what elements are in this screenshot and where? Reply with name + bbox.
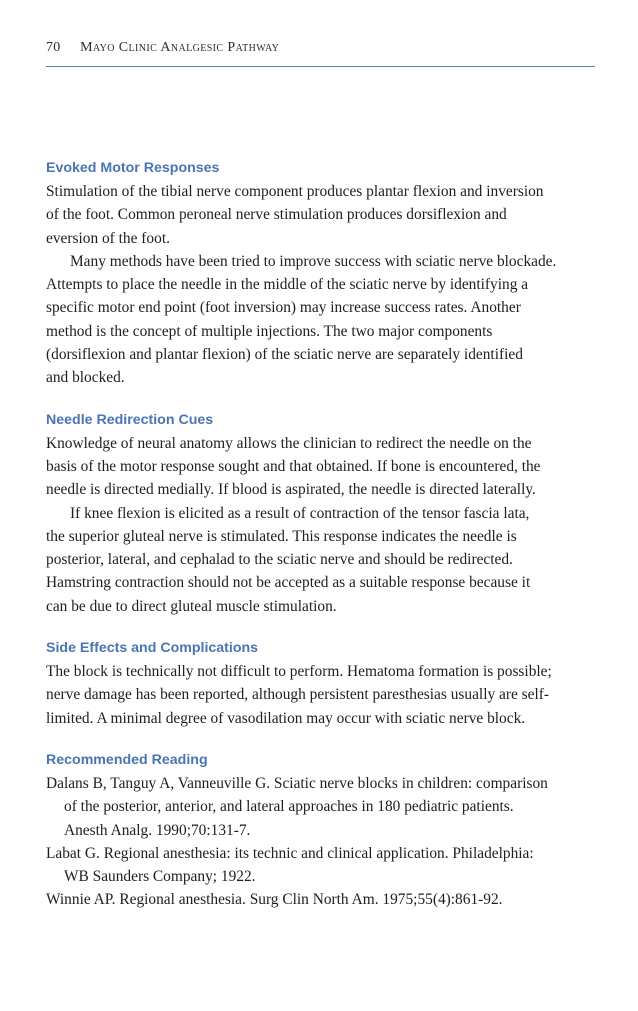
text-line: Anesth Analg. 1990;70:131-7. bbox=[64, 821, 251, 839]
paragraph bbox=[46, 250, 595, 390]
section-heading: Side Effects and Complications bbox=[46, 640, 259, 657]
section-heading: Recommended Reading bbox=[46, 751, 208, 768]
text-line: basis of the motor response sought and that obtained. If bone is encountered, the bbox=[46, 457, 541, 475]
text-line: limited. A minimal degree of vasodilation may occur with sciatic nerve block. bbox=[46, 709, 526, 727]
section-evoked-motor-responses bbox=[46, 157, 595, 390]
section-side-effects bbox=[46, 637, 595, 730]
paragraph bbox=[46, 660, 595, 730]
reference-item bbox=[46, 842, 595, 889]
text-line: nerve damage has been reported, although persistent paresthesias usually are self- bbox=[46, 686, 549, 704]
text-line: WB Saunders Company; 1922. bbox=[64, 868, 256, 886]
section-recommended-reading bbox=[46, 749, 595, 912]
text-line: Knowledge of neural anatomy allows the clinician to redirect the needle on the bbox=[46, 434, 532, 452]
text-line: can be due to direct gluteal muscle stimulation. bbox=[46, 597, 337, 615]
text-line: The block is technically not difficult to perform. Hematoma formation is possible; bbox=[46, 663, 552, 681]
text-line: of the posterior, anterior, and lateral approaches in 180 pediatric patients. bbox=[64, 798, 514, 816]
page-body bbox=[46, 157, 595, 931]
text-line: and blocked. bbox=[46, 369, 125, 387]
text-line: eversion of the foot. bbox=[46, 229, 170, 247]
text-line: specific motor end point (foot inversion) may increase success rates. Another bbox=[46, 299, 521, 317]
header-rule bbox=[46, 66, 595, 67]
text-line: the superior gluteal nerve is stimulated. This response indicates the needle is bbox=[46, 527, 517, 545]
paragraph bbox=[46, 502, 595, 618]
text-line: Dalans B, Tanguy A, Vanneuville G. Sciatic nerve blocks in children: comparison bbox=[46, 774, 548, 792]
text-line: Labat G. Regional anesthesia: its technic and clinical application. Philadelphia: bbox=[46, 844, 534, 862]
running-header bbox=[46, 40, 595, 56]
text-line: Many methods have been tried to improve success with sciatic nerve blockade. bbox=[70, 252, 557, 270]
text-line: Stimulation of the tibial nerve component produces plantar flexion and inversion bbox=[46, 183, 544, 200]
text-line: If knee flexion is elicited as a result of contraction of the tensor fascia lata, bbox=[70, 504, 530, 522]
text-line: Winnie AP. Regional anesthesia. Surg Clin North Am. 1975;55(4):861-92. bbox=[46, 891, 503, 909]
text-line: of the foot. Common peroneal nerve stimulation produces dorsiflexion and bbox=[46, 206, 507, 224]
page-number: 70 bbox=[46, 40, 61, 55]
text-line: method is the concept of multiple injections. The two major components bbox=[46, 322, 493, 340]
text-line: (dorsiflexion and plantar flexion) of the sciatic nerve are separately identified bbox=[46, 346, 523, 364]
section-needle-redirection-cues bbox=[46, 409, 595, 618]
running-title: Mayo Clinic Analgesic Pathway bbox=[80, 40, 280, 55]
section-heading: Evoked Motor Responses bbox=[46, 160, 220, 176]
section-heading: Needle Redirection Cues bbox=[46, 411, 214, 428]
text-line: needle is directed medially. If blood is aspirated, the needle is directed laterally. bbox=[46, 481, 536, 499]
text-line: posterior, lateral, and cephalad to the sciatic nerve and should be redirected. bbox=[46, 551, 513, 569]
reference-item bbox=[46, 772, 595, 842]
paragraph bbox=[46, 180, 595, 250]
text-line: Hamstring contraction should not be accepted as a suitable response because it bbox=[46, 574, 531, 592]
reference-item bbox=[46, 888, 595, 911]
text-line: Attempts to place the needle in the middle of the sciatic nerve by identifying a bbox=[46, 276, 529, 294]
paragraph bbox=[46, 432, 595, 502]
